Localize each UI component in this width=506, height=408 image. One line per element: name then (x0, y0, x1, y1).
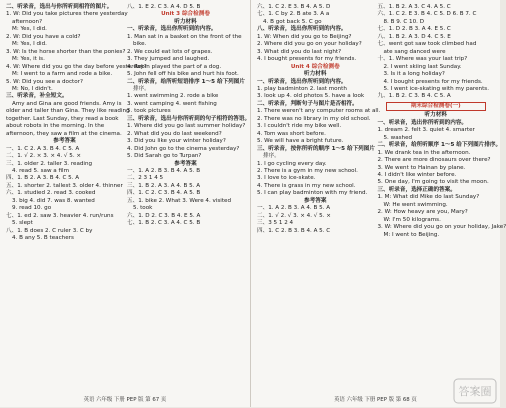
section-title: Unit 4 综合检测卷 (290, 63, 340, 70)
text-line: 六、1. D 2. C 3. B 4. E 5. A (127, 212, 201, 219)
text-line: 三、3 5 1 2 4 (257, 220, 294, 227)
text-line: 六、1. studied 2. read 3. cooked (6, 190, 96, 197)
text-line: 5. W: Did you see a doctor? (6, 78, 83, 85)
text-line: 4. B any 5. B teachers (12, 235, 74, 242)
text-line: 5. took (133, 205, 153, 212)
left-page (0, 0, 250, 407)
text-line: bike. (133, 41, 147, 48)
question-heading: 二、听录音，给所听顺序 1～5 给下列图片排序。 (377, 142, 502, 149)
text-line: 4. B got back 5. C go (263, 18, 322, 25)
text-line: 参考答案 (174, 160, 197, 167)
text-line: 1. W: When did you go to Beijing? (257, 33, 352, 40)
text-line: 2. We could eat lots of grapes. (127, 48, 213, 55)
text-line: 1. play badminton 2. last month (257, 85, 347, 92)
text-line: 参考答案 (53, 138, 76, 145)
text-line: 3. I love to ice-skate. (257, 175, 316, 182)
text-line: 5. took pictures (127, 108, 171, 115)
text-line: 二、1. √ 2. √ 3. × 4. √ 5. × (257, 212, 331, 219)
text-line: 排序。 (263, 153, 280, 160)
left-page-footer: 英语 六年级 下册 PEP 版 第 67 页 (83, 397, 167, 403)
text-line: 3. What did you do last night? (257, 48, 342, 55)
text-line: 二、1. √ 2. × 3. × 4. √ 5. × (6, 153, 82, 160)
text-line: 听力材料 (424, 112, 447, 119)
text-line: 1. Man sat in a basket on the front of the (127, 33, 242, 40)
question-heading: 三、听录音，按你所听的顺序 1～5 给下列图片 (257, 145, 375, 152)
text-line: 七、1. ed 2. saw 3. heavier 4. run/runs (6, 212, 114, 219)
text-line: 9. read 10. go (12, 205, 52, 212)
text-line: 三、1. older 2. taller 3. reading (6, 160, 93, 167)
text-line: 1. went swimming 2. rode a bike (127, 93, 219, 100)
text-line: 4. I didn't like winter before. (377, 171, 457, 178)
watermark-logo-svg (453, 378, 497, 404)
text-line: M: Yes, I did. (12, 41, 47, 48)
text-line: 一、1. C 2. A 3. B 4. C 5. A (6, 145, 80, 152)
text-line: 3. went camping 4. went fishing (127, 100, 217, 107)
text-line: 四、1. C 2. B 3. B 4. A 5. C (257, 227, 331, 234)
text-line: 3. W: Is the horse shorter than the ponies? (6, 48, 126, 55)
text-line: 1. dream 2. felt 3. quiet 4. smarter (377, 127, 475, 134)
text-line: 2. W: How heavy are you, Mary? (377, 209, 468, 216)
text-line: afternoon? (12, 18, 43, 25)
watermark-logo-icon (453, 378, 497, 404)
text-line: M: I went to Beijing. (383, 231, 440, 238)
text-line: 4. read 5. saw a film (12, 167, 70, 174)
watermark-text: 答案圈 (458, 385, 492, 398)
right-page (250, 0, 506, 407)
text-line: 1. We drank tea in the afternoon. (377, 149, 471, 156)
text-line: 七、1. D 2. B 3. A 4. E 5. C (377, 26, 451, 33)
text-line: 八、1. B does 2. C ruler 3. C by (6, 227, 93, 234)
text-line: 1. Where did you go last summer holiday? (127, 123, 246, 130)
text-line: 5. washed (383, 134, 413, 141)
text-line: 1. W: Did you take pictures there yesterday (6, 11, 128, 18)
text-line: Amy and Gina are good friends. Amy is (12, 100, 122, 107)
text-line: 二、2 3 1 4 5 (127, 175, 164, 182)
text-line: 五、1. B 2. A 3. C 4. A 5. C (377, 4, 451, 10)
text-line: W: I'm 50 kilograms. (383, 216, 441, 223)
text-line: 五、1. shorter 2. tallest 3. older 4. thinner (6, 182, 123, 189)
question-heading: 三、听录音，选择正确的答案。 (377, 186, 456, 193)
text-line: ate sang danced were (383, 48, 446, 55)
section-title: 期末综合检测卷(一) (386, 102, 487, 111)
text-line: 3. We went to Hainan by plane. (377, 164, 466, 171)
text-line: 3. big 4. did 7. was 8. wanted (12, 197, 95, 204)
text-line: 2. What did you do last weekend? (127, 130, 222, 137)
text-line: 听力材料 (304, 71, 327, 78)
text-line: 七、1. C by 2. B ate 3. A a (257, 11, 330, 18)
text-line: 四、1. C 2. C 3. B 4. A 5. B (127, 190, 201, 197)
text-line: 一、1. A 2. B 3. B 4. A 5. B (127, 167, 201, 174)
text-line: 七、went got saw took climbed had (377, 41, 477, 48)
right-page-column-1 (255, 4, 381, 391)
question-heading: 一、听录音，选出你所听到的内容。 (127, 26, 217, 33)
text-line: 4. Tom was short before. (257, 130, 326, 137)
question-heading: 二、听录音，判断句子与图片是否相符。 (257, 100, 358, 107)
text-line: 3. W: Where did you go on your holiday, Jake? (377, 224, 506, 231)
text-line: W: He went swimming. (383, 201, 448, 208)
text-line: 1. M: What did Mike do last Sunday? (377, 194, 480, 201)
text-line: 七、1. B 2. C 3. A 4. C 5. B (127, 220, 201, 227)
text-line: 2. There was no library in my old school. (257, 115, 371, 122)
text-line: M: I went to a farm and rode a bike. (12, 71, 113, 78)
text-line: 3. Did you like your winter holiday? (127, 138, 226, 145)
text-line: 十、1. Where was your last trip? (377, 56, 468, 63)
text-line: M: No, I didn't. (12, 85, 53, 92)
section-title: Unit 3 综合检测卷 (161, 11, 210, 18)
text-line: 六、1. C 2. E 3. B 4. A 5. D (257, 4, 331, 10)
text-line: 听力材料 (174, 18, 197, 25)
text-line: 4. Did John go to the cinema yesterday? (127, 145, 240, 152)
text-line: afternoon, they saw a film at the cinema. (6, 130, 122, 137)
text-line: older and taller than Gina. They like reading (6, 108, 130, 115)
text-line: 2. W: Did you have a cold? (6, 33, 81, 40)
question-heading: 八、听录音，选出你所听到的内容。 (257, 26, 347, 33)
question-heading: 一、听录音，选出你所听到的内容。 (257, 78, 347, 85)
text-line: 2. I went skiing last Sunday. (383, 63, 462, 70)
text-line: 1. There weren't any computer rooms at all. (257, 108, 381, 115)
text-line: 5. One day, I'm going to visit the moon. (377, 179, 489, 186)
text-line: 四、1. B 2. A 3. B 4. C 5. A (6, 175, 80, 182)
text-line: 4. I bought presents for my friends. (383, 78, 483, 85)
question-heading: 二、听录音，给所听短语排序 1～5 给下列图片 (127, 78, 245, 85)
right-page-column-2 (376, 4, 506, 391)
question-heading: 三、听录音，补全短文。 (6, 93, 68, 100)
text-line: 4. There is grass in my new school. (257, 182, 356, 189)
text-line: 4. I bought presents for my friends. (257, 56, 357, 63)
text-line: 3. look up 4. old photos 5. have a look (257, 93, 365, 100)
text-line: 1. I go cycling every day. (257, 160, 327, 167)
text-line: 5. John fell off his bike and hurt his foot. (127, 71, 239, 78)
text-line: 排序。 (133, 85, 150, 92)
question-heading: 一、听录音，选出你所听到的内容。 (377, 119, 468, 126)
text-line: 2. There are more dinosaurs over there? (377, 157, 491, 164)
text-line: about robots in the morning. In the (6, 123, 105, 130)
text-line: 5. I went ice-skating with my parents. (383, 85, 489, 92)
text-line: 3. Is it a long holiday? (383, 71, 445, 78)
text-line: 5. We will have a bright future. (257, 138, 344, 145)
text-line: 2. There is a gym in my new school. (257, 167, 358, 174)
text-line: 4. Robin played the part of a dog. (127, 63, 222, 70)
question-heading: 二、听录音，选出与你所听到相符的图片。 (6, 4, 113, 10)
left-page-column-2 (125, 4, 251, 391)
text-line: 2. Where did you go on your holiday? (257, 41, 362, 48)
text-line: 5. slept (12, 220, 33, 227)
text-line: 八、1. B 2. A 3. D 4. C 5. E (377, 33, 451, 40)
text-line: 六、1. C 2. E 3. B 4. C 5. D 6. B 7. C (377, 11, 477, 18)
text-line: 一、1. A 2. B 3. A 4. B 5. A (257, 205, 331, 212)
text-line: 参考答案 (304, 197, 327, 204)
text-line: 3. They jumped and laughed. (127, 56, 210, 63)
text-line: M: Yes, it is. (12, 56, 45, 63)
text-line: 3. I couldn't ride my bike well. (257, 123, 342, 130)
text-line: 8. B 9. C 10. D (383, 18, 425, 25)
text-line: 五、1. bike 2. What 3. Were 4. visited (127, 197, 232, 204)
text-line: M: Yes, I did. (12, 26, 47, 33)
question-heading: 三、听录音，选出与你所听到的句子相符的答语。 (127, 115, 251, 122)
text-line: together. Last Sunday, they read a book (6, 115, 119, 122)
text-line: 4. W: Where did you go the day before yesterday? (6, 63, 147, 70)
text-line: 八、1. E 2. C 3. A 4. D 5. B (127, 4, 201, 10)
text-line: 九、1. B 2. C 3. B 4. C 5. A (377, 93, 451, 100)
text-line: 5. Did Sarah go to Turpan? (127, 153, 202, 160)
right-page-footer: 英语 六年级 下册 PEP 版 第 68 页 (334, 397, 417, 403)
text-line: 三、1. B 2. A 3. A 4. B 5. A (127, 182, 201, 189)
text-line: 5. I can play badminton with my friend. (257, 190, 368, 197)
